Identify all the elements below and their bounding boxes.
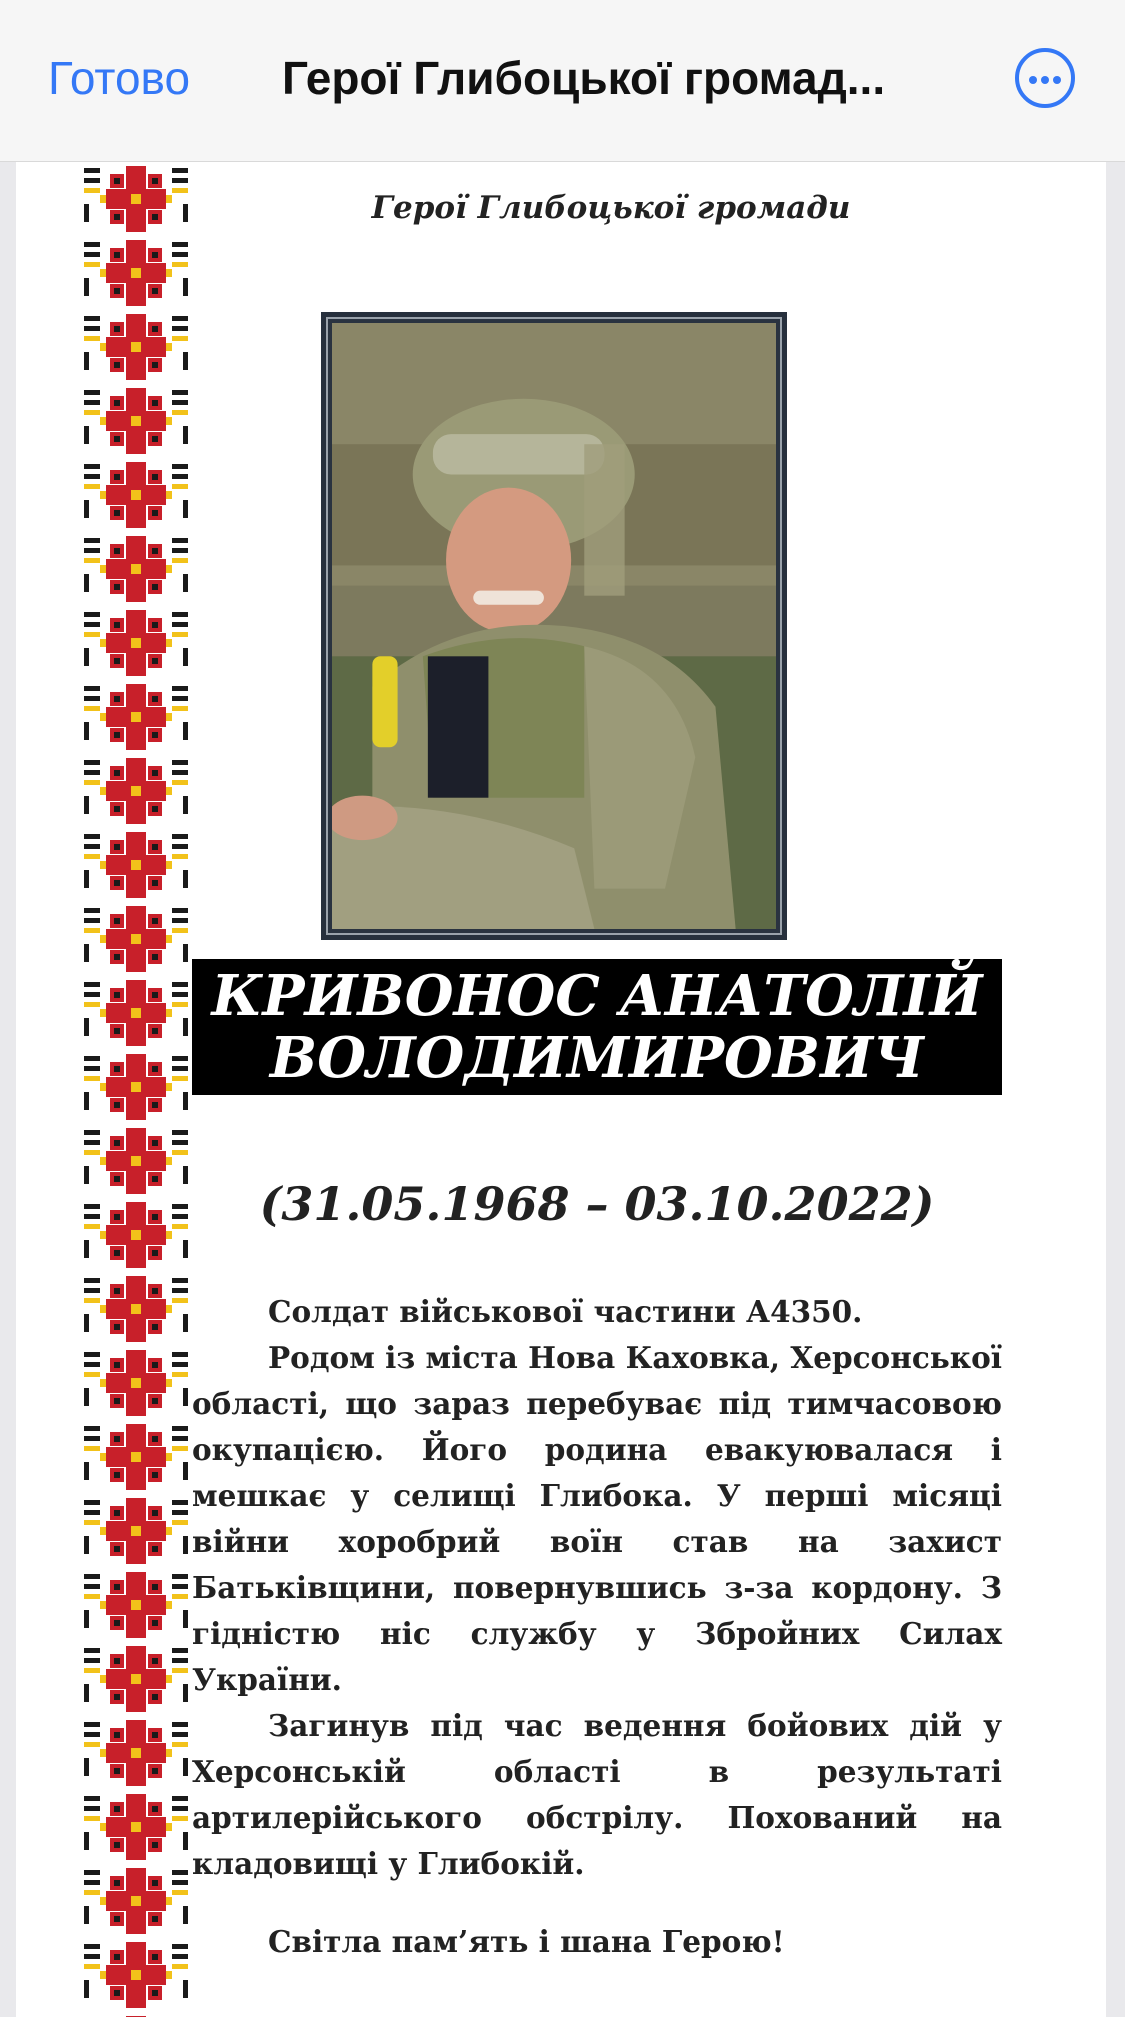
ellipsis-circle-icon[interactable] (1015, 48, 1075, 108)
bio-paragraph: Солдат військової частини А4350. (268, 1294, 863, 1329)
done-button[interactable]: Готово (48, 52, 191, 104)
bio-paragraph: Родом із міста Нова Каховка, Херсонської області, що зараз перебуває під тимчасовою окупацією. Його родина евакуювалася і мешкає у селищі Глибока. У перші місяці війни хоробрий воїн став на захист Батьківщини, повернувшись з-за кордону. З гідністю ніс службу у Збройних Силах України. (192, 1340, 1002, 1697)
biography (192, 1289, 1002, 1887)
hero-patronymic-line: ВОЛОДИМИРОВИЧ (269, 1025, 925, 1091)
document-page[interactable] (16, 162, 1106, 2017)
soldier-portrait-icon (332, 323, 776, 929)
hero-surname-line: КРИВОНОС АНАТОЛІЙ (211, 963, 983, 1029)
navigation-bar (0, 0, 1125, 162)
embroidery-ornament-icon (80, 162, 192, 2017)
document-title: Герої Глибоцької громад... (282, 52, 886, 104)
hero-name (192, 959, 1002, 1095)
memorial-closing: Світла пам’ять і шана Герою! (268, 1924, 785, 1959)
bio-paragraph: Загинув під час ведення бойових дій у Херсонській області в результаті артилерійського обстрілу. Похований на кладовищі у Глибокій. (192, 1708, 1002, 1881)
portrait-photo (321, 312, 787, 940)
document-header: Герої Глибоцької громади (371, 190, 851, 226)
life-dates: (31.05.1968 – 03.10.2022) (259, 1177, 935, 1231)
